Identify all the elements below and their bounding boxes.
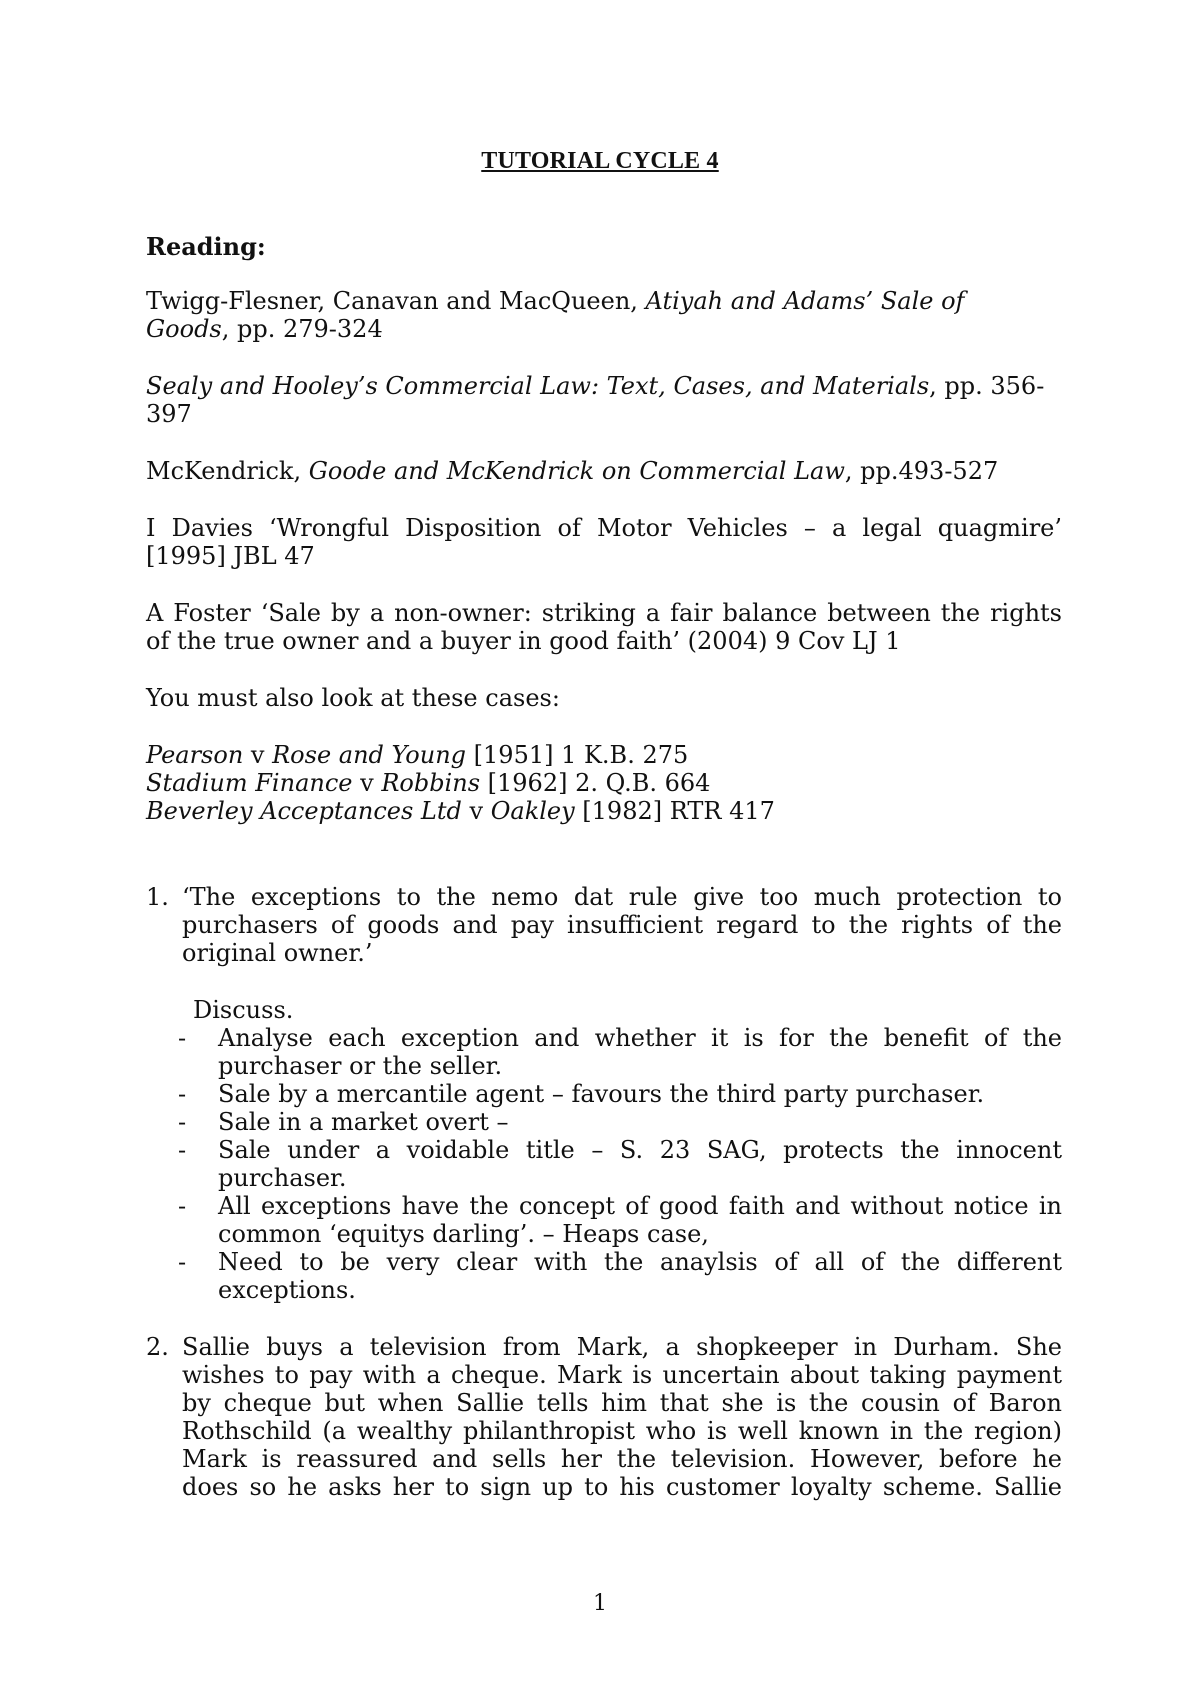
reading-item-3: McKendrick, Goode and McKendrick on Commercial Law, pp.493-527: [146, 457, 999, 485]
case-item: Beverley Acceptances Ltd v Oakley [1982] RTR 417: [146, 797, 775, 825]
reading-item-1: [146, 287, 1062, 343]
case-item: Pearson v Rose and Young [1951] 1 K.B. 275: [146, 741, 689, 769]
page-title: TUTORIAL CYCLE 4: [481, 148, 719, 174]
reading-1-line-2: Goods, pp. 279-324: [146, 315, 383, 343]
question-2-text: Sallie buys a television from Mark, a shopkeeper in Durham. She wishes to pay with a cheque. Mark is uncertain about taking payment by cheque but when Sallie tells him that she is the cousin of Baron Rothschild (a wealthy philanthropist who is well known in the region) Mark is reassured and sells her the television. However, before he does so he asks her to sign up to his customer loyalty scheme. Sallie: [182, 1333, 1062, 1501]
reading-heading: Reading:: [146, 232, 266, 261]
question-1-discuss: Discuss.: [193, 996, 294, 1024]
question-1-number: 1.: [146, 883, 169, 911]
reading-2-line-2: 397: [146, 400, 192, 428]
document-page: TUTORIAL CYCLE 4 Reading: Twigg-Flesner, Canavan and MacQueen, Atiyah and Adams’ Sale of Goods, pp. 279-324 Sealy and Hooley’s Commercial Law: Text, Cases, and Materials, pp. 356- 397 McKendrick, Goode and McKendrick on Commercial Law, pp.493-527 I Davies ‘Wrongful Disposition of Motor Vehicles – a legal quagmire’ [1995] JBL 47 A Foster ‘Sale by a non-owner: striking a fair balance between the rights of the true owner and a buyer in good faith’ (2004) 9 Cov LJ 1 You must also look at these cases: Pearson v Rose and Young [1951] 1 K.B. 275 Stadium Finance v Robbins [1962] 2. Q.B. 664 Beverley Acceptances Ltd v Oakley [1982] RTR 417 1. ‘The exceptions to the nemo dat rule give too much protection to purchasers of goods and pay insufficient regard to the rights of the original owner.’ Discuss. - Analyse each exception and whether it is for the benefit of the purchaser or the seller. - Sale by a mercantile agent – favours the third party purchaser. - Sale in a market overt – - Sale under a voidable title – S. 23 SAG, protects the innocent purchaser. - All exceptions have the concept of good faith and without notice in common ‘equitys darling’. – Heaps case, - Need to be very clear with the anaylsis of all of the different exceptions. 2. Sallie buys a television from Mark, a shopkeeper in Durham. She wishes to pay with a cheque. Mark is uncertain about taking payment by cheque but when Sallie tells him that she is the cousin of Baron Rothschild (a wealthy philanthropist who is well known in the region) Mark is reassured and sells her the television. However, before he does so he asks her to sign up to his customer loyalty scheme. Sallie 1: [0, 0, 1200, 1698]
case-item: Stadium Finance v Robbins [1962] 2. Q.B. 664: [146, 769, 711, 797]
page-number: 1: [593, 1591, 607, 1616]
reading-1-line-1: Twigg-Flesner, Canavan and MacQueen, Atiyah and Adams’ Sale of: [146, 287, 965, 315]
reading-item-4: I Davies ‘Wrongful Disposition of Motor Vehicles – a legal quagmire’ [1995] JBL 47: [146, 514, 1062, 570]
reading-item-5: A Foster ‘Sale by a non-owner: striking a fair balance between the rights of the true owner and a buyer in good faith’ (2004) 9 Cov LJ 1: [146, 599, 1062, 655]
question-2-number: 2.: [146, 1333, 169, 1361]
cases-intro: You must also look at these cases:: [146, 684, 560, 712]
reading-2-line-1: Sealy and Hooley’s Commercial Law: Text, Cases, and Materials, pp. 356-: [146, 372, 1045, 400]
reading-item-2: [146, 372, 1062, 428]
question-1-text: ‘The exceptions to the nemo dat rule give too much protection to purchasers of goods and pay insufficient regard to the rights of the original owner.’: [182, 883, 1062, 967]
case-list: [146, 741, 1062, 825]
